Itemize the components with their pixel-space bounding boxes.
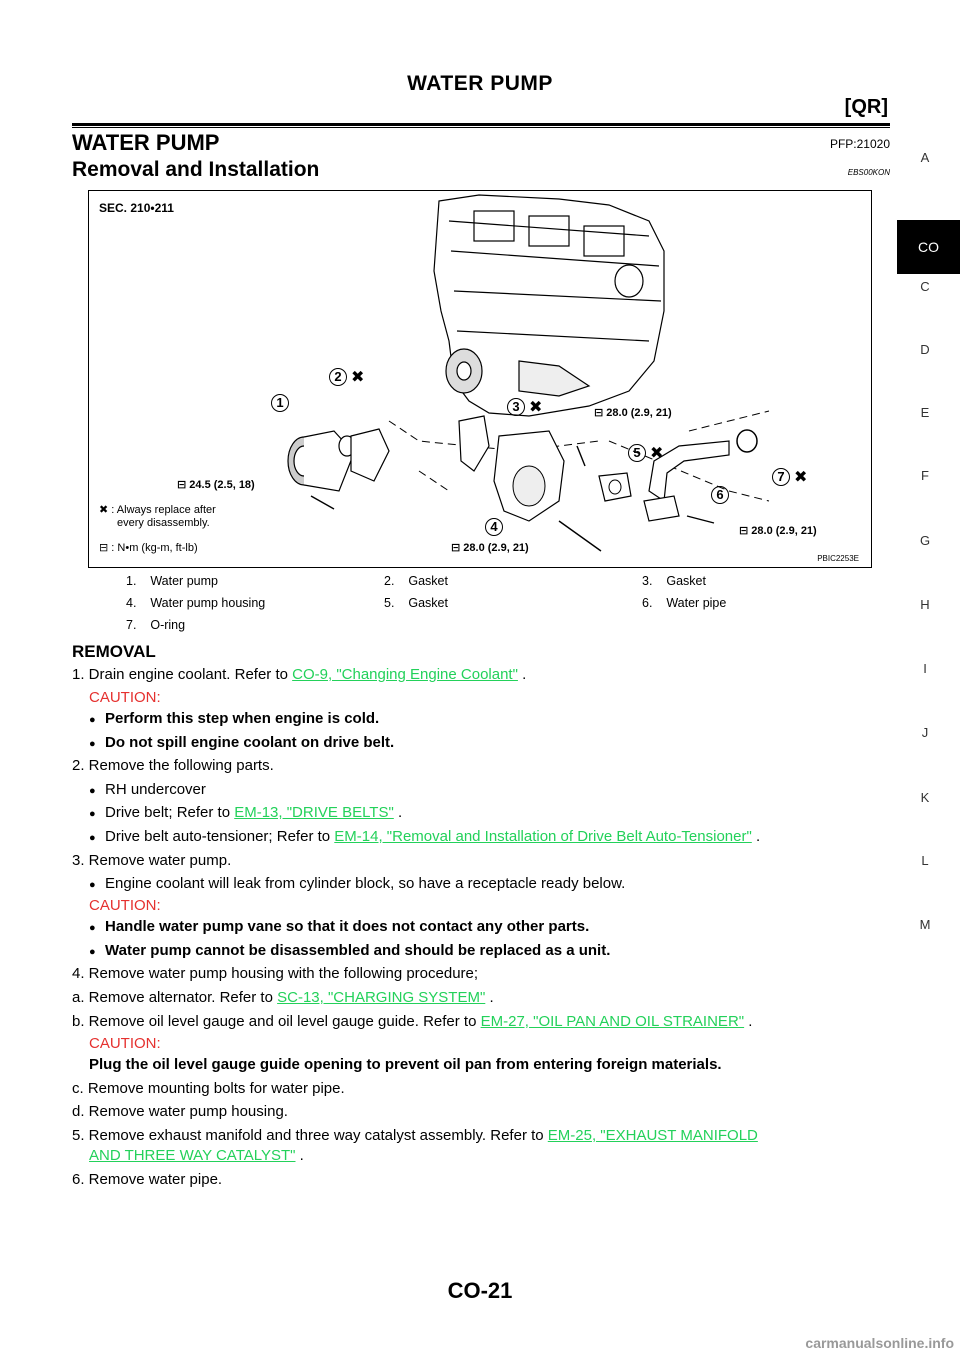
callout-6: 6 xyxy=(711,486,729,504)
tab-j[interactable]: J xyxy=(921,725,929,740)
torque-icon: ⊟ xyxy=(594,407,607,419)
link-drive-belt-auto-tensioner[interactable]: EM-14, "Removal and Installation of Drive Belt Auto-Tensioner" xyxy=(334,828,752,845)
step-4d: d. Remove water pump housing. xyxy=(72,1103,288,1120)
subsection-code: EBS00KON xyxy=(847,168,890,177)
callout-1: 1 xyxy=(271,394,289,412)
part-item: 7. O-ring xyxy=(126,618,186,632)
step-4: 4. Remove water pump housing with the following procedure; xyxy=(72,965,479,982)
step-3: 3. Remove water pump. xyxy=(72,852,232,869)
torque-icon: ⊟ xyxy=(451,542,464,554)
tab-co-active[interactable]: CO xyxy=(897,220,960,274)
torque-label-1: ⊟ 28.0 (2.9, 21) xyxy=(594,407,672,419)
link-exhaust-manifold-cont[interactable]: AND THREE WAY CATALYST" xyxy=(89,1147,296,1164)
callout-2: 2 xyxy=(329,368,347,386)
part-item: 4. Water pump housing xyxy=(126,596,266,610)
tab-f[interactable]: F xyxy=(921,468,929,483)
tab-g[interactable]: G xyxy=(919,533,931,548)
bullet-icon: ● xyxy=(89,832,96,844)
torque-label-2: ⊟ 24.5 (2.5, 18) xyxy=(177,479,255,491)
step-4a: a. Remove alternator. Refer to SC-13, "CHARGING SYSTEM" . xyxy=(72,989,494,1006)
torque-icon: ⊟ xyxy=(99,542,109,554)
callout-7: 7 xyxy=(772,468,790,486)
link-drive-belts[interactable]: EM-13, "DRIVE BELTS" xyxy=(234,804,394,821)
caution-text: Plug the oil level gauge guide opening to prevent oil pan from entering foreign materials. xyxy=(89,1056,722,1073)
link-oil-pan-oil-strainer[interactable]: EM-27, "OIL PAN AND OIL STRAINER" xyxy=(480,1013,745,1030)
tab-e[interactable]: E xyxy=(920,405,930,420)
tab-h[interactable]: H xyxy=(920,597,930,612)
tab-d[interactable]: D xyxy=(920,342,930,357)
torque-icon: ⊟ xyxy=(739,525,752,537)
list-item: ● RH undercover xyxy=(89,780,925,799)
replace-icon: ✖ xyxy=(351,369,365,386)
list-item: ● Engine coolant will leak from cylinder block, so have a receptacle ready below. xyxy=(89,874,925,893)
bullet-icon: ● xyxy=(89,738,96,750)
section-title: WATER PUMP xyxy=(72,130,220,155)
table-row xyxy=(88,614,872,636)
legend-units: ⊟ : N•m (kg-m, ft-lb) xyxy=(99,542,198,554)
part-item: 1. Water pump xyxy=(126,574,218,588)
caution-item: ● Water pump cannot be disassembled and should be replaced as a unit. xyxy=(89,941,925,960)
callout-4: 4 xyxy=(485,518,503,536)
replace-icon: ✖ xyxy=(99,504,109,516)
legend-replace: ✖ : Always replace after every disassembly. xyxy=(99,504,216,529)
part-item: 2. Gasket xyxy=(384,574,448,588)
tab-a[interactable]: A xyxy=(920,150,930,165)
table-row xyxy=(88,570,872,592)
caution-item: ● Do not spill engine coolant on drive belt. xyxy=(89,733,925,752)
caution-item: ● Perform this step when engine is cold. xyxy=(89,709,925,728)
bullet-icon: ● xyxy=(89,785,96,797)
callout-3: 3 xyxy=(507,398,525,416)
bullet-icon: ● xyxy=(89,714,96,726)
bullet-icon: ● xyxy=(89,922,96,934)
caution-label: CAUTION: xyxy=(89,1035,161,1052)
caution-label: CAUTION: xyxy=(89,689,161,706)
step-1: 1. Drain engine coolant. Refer to CO-9, "Changing Engine Coolant" . xyxy=(72,666,527,683)
list-item: ● Drive belt auto-tensioner; Refer to EM-14, "Removal and Installation of Drive Belt Auto-Tensioner" . xyxy=(89,827,925,846)
list-item: ● Drive belt; Refer to EM-13, "DRIVE BELTS" . xyxy=(89,803,925,822)
header-rule-thin xyxy=(72,127,890,128)
bullet-icon: ● xyxy=(89,808,96,820)
tab-k[interactable]: K xyxy=(920,790,930,805)
part-item: 3. Gasket xyxy=(642,574,706,588)
removal-heading: REMOVAL xyxy=(72,642,156,661)
figure-id: PBIC2253E xyxy=(817,554,859,563)
subsection-title: Removal and Installation xyxy=(72,158,320,181)
tab-c[interactable]: C xyxy=(920,279,930,294)
replace-icon: ✖ xyxy=(794,469,808,486)
step-4b: b. Remove oil level gauge and oil level gauge guide. Refer to EM-27, "OIL PAN AND OIL STRAINER" . xyxy=(72,1013,753,1030)
tab-m[interactable]: M xyxy=(919,917,931,932)
step-5-cont: AND THREE WAY CATALYST" . xyxy=(89,1147,304,1164)
exploded-diagram xyxy=(88,190,872,568)
replace-icon: ✖ xyxy=(650,445,664,462)
part-item: 5. Gasket xyxy=(384,596,448,610)
header-rule xyxy=(72,123,890,126)
link-charging-system[interactable]: SC-13, "CHARGING SYSTEM" xyxy=(277,989,486,1006)
torque-icon: ⊟ xyxy=(177,479,190,491)
callout-5: 5 xyxy=(628,444,646,462)
torque-label-3: ⊟ 28.0 (2.9, 21) xyxy=(739,525,817,537)
link-exhaust-manifold[interactable]: EM-25, "EXHAUST MANIFOLD xyxy=(547,1127,758,1144)
parts-list xyxy=(88,570,872,636)
bullet-icon: ● xyxy=(89,879,96,891)
bullet-icon: ● xyxy=(89,946,96,958)
running-header-title: WATER PUMP xyxy=(407,72,553,95)
engine-code: [QR] xyxy=(844,96,888,118)
table-row xyxy=(88,592,872,614)
step-4c: c. Remove mounting bolts for water pipe. xyxy=(72,1080,345,1097)
watermark: carmanualsonline.info xyxy=(805,1335,954,1351)
section-code: PFP:21020 xyxy=(829,137,890,151)
step-2: 2. Remove the following parts. xyxy=(72,757,274,774)
step-6: 6. Remove water pipe. xyxy=(72,1171,223,1188)
step-5: 5. Remove exhaust manifold and three way catalyst assembly. Refer to EM-25, "EXHAUST MANIFOLD xyxy=(72,1127,758,1144)
tab-l[interactable]: L xyxy=(921,853,929,868)
caution-item: ● Handle water pump vane so that it does not contact any other parts. xyxy=(89,917,925,936)
replace-icon: ✖ xyxy=(529,399,543,416)
link-changing-engine-coolant[interactable]: CO-9, "Changing Engine Coolant" xyxy=(292,666,518,683)
page-number: CO-21 xyxy=(447,1278,513,1303)
caution-label: CAUTION: xyxy=(89,897,161,914)
figure-section-ref: SEC. 210•211 xyxy=(99,201,174,215)
torque-label-4: ⊟ 28.0 (2.9, 21) xyxy=(451,542,529,554)
part-item: 6. Water pipe xyxy=(642,596,727,610)
tab-i[interactable]: I xyxy=(923,661,927,676)
